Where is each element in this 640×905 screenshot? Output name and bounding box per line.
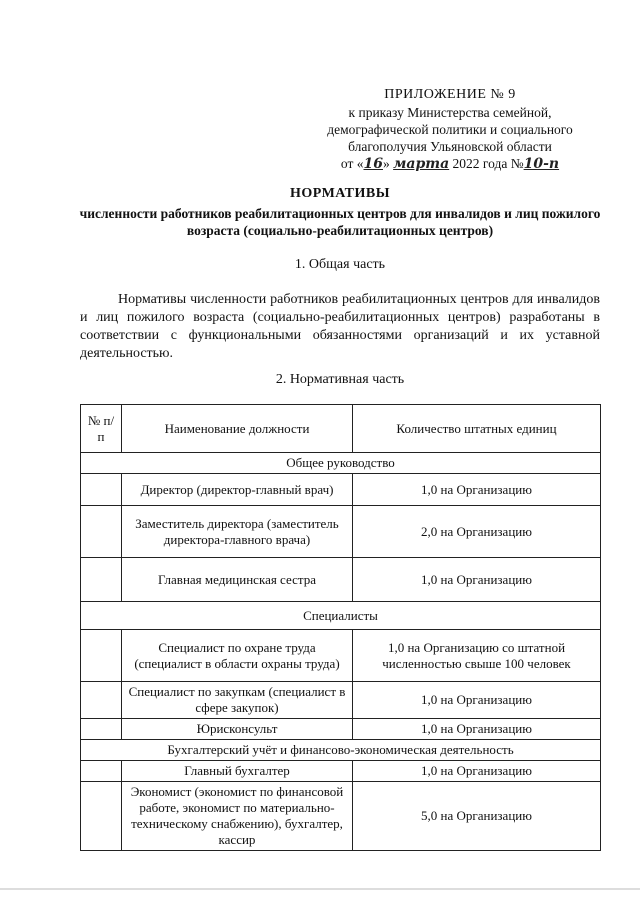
count-cell: 1,0 на Организацию	[353, 558, 601, 602]
row-number	[81, 630, 122, 682]
appendix-title: ПРИЛОЖЕНИЕ № 9	[384, 87, 516, 102]
section-row	[81, 740, 601, 761]
row-number	[81, 506, 122, 558]
row-number	[81, 682, 122, 719]
date-prefix: от «	[340, 156, 364, 171]
count-cell: 1,0 на Организацию со штатной численностью свыше 100 человек	[353, 630, 601, 682]
table-row	[81, 506, 601, 558]
count-cell: 1,0 на Организацию	[353, 719, 601, 740]
header-count: Количество штатных единиц	[353, 405, 601, 453]
row-number	[81, 761, 122, 782]
section-specialists: Специалисты	[81, 602, 601, 630]
count-cell: 1,0 на Организацию	[353, 474, 601, 506]
section-general-title: 1. Общая часть	[294, 257, 386, 272]
document-subtitle: численности работников реабилитационных центров для инвалидов и лиц пожилого возраста (социально-реабилитационных центров)	[79, 206, 601, 238]
position-cell: Специалист по охране труда (специалист в области охраны труда)	[122, 630, 353, 682]
table-row	[81, 558, 601, 602]
row-number	[81, 558, 122, 602]
position-cell: Главный бухгалтер	[122, 761, 353, 782]
section-row	[81, 602, 601, 630]
table-row	[81, 782, 601, 851]
section-general-management: Общее руководство	[81, 453, 601, 474]
page-bottom-shadow	[0, 888, 640, 890]
row-number	[81, 782, 122, 851]
position-cell: Директор (директор-главный врач)	[122, 474, 353, 506]
section-normative-title: 2. Нормативная часть	[275, 372, 405, 387]
section-row	[81, 453, 601, 474]
handwritten-number: 10-п	[523, 156, 560, 172]
appendix-line: демографической политики и социального	[327, 122, 573, 137]
position-cell: Экономист (экономист по финансовой работе, экономист по материально-техническому снабжению), бухгалтер, кассир	[122, 782, 353, 851]
table-row	[81, 474, 601, 506]
count-cell: 1,0 на Организацию	[353, 682, 601, 719]
order-date-line	[300, 155, 600, 173]
position-cell: Главная медицинская сестра	[122, 558, 353, 602]
table-row	[81, 682, 601, 719]
header-number: № п/п	[81, 405, 122, 453]
norms-table	[80, 404, 601, 851]
count-cell: 1,0 на Организацию	[353, 761, 601, 782]
appendix-line: к приказу Министерства семейной,	[348, 105, 552, 120]
position-cell: Юрисконсульт	[122, 719, 353, 740]
count-cell: 5,0 на Организацию	[353, 782, 601, 851]
general-paragraph: Нормативы численности работников реабилитационных центров для инвалидов и лиц пожилого возраста (социально-реабилитационных центров) разработаны в соответствии с функциональными обязанностями организаций и их уставной деятельностью.	[80, 292, 600, 361]
position-cell: Специалист по закупкам (специалист в сфере закупок)	[122, 682, 353, 719]
date-mid: »	[382, 156, 394, 171]
count-cell: 2,0 на Организацию	[353, 506, 601, 558]
appendix-block	[300, 86, 600, 173]
header-position: Наименование должности	[122, 405, 353, 453]
table-row	[81, 761, 601, 782]
table-row	[81, 719, 601, 740]
row-number	[81, 474, 122, 506]
table-row	[81, 630, 601, 682]
position-cell: Заместитель директора (заместитель директора-главного врача)	[122, 506, 353, 558]
table-header-row	[81, 405, 601, 453]
handwritten-month: марта	[393, 156, 450, 172]
date-year: 2022 года №	[449, 156, 524, 171]
section-accounting: Бухгалтерский учёт и финансово-экономическая деятельность	[81, 740, 601, 761]
document-title: НОРМАТИВЫ	[290, 186, 390, 201]
handwritten-day: 16	[363, 156, 383, 172]
row-number	[81, 719, 122, 740]
appendix-line: благополучия Ульяновской области	[348, 139, 552, 154]
